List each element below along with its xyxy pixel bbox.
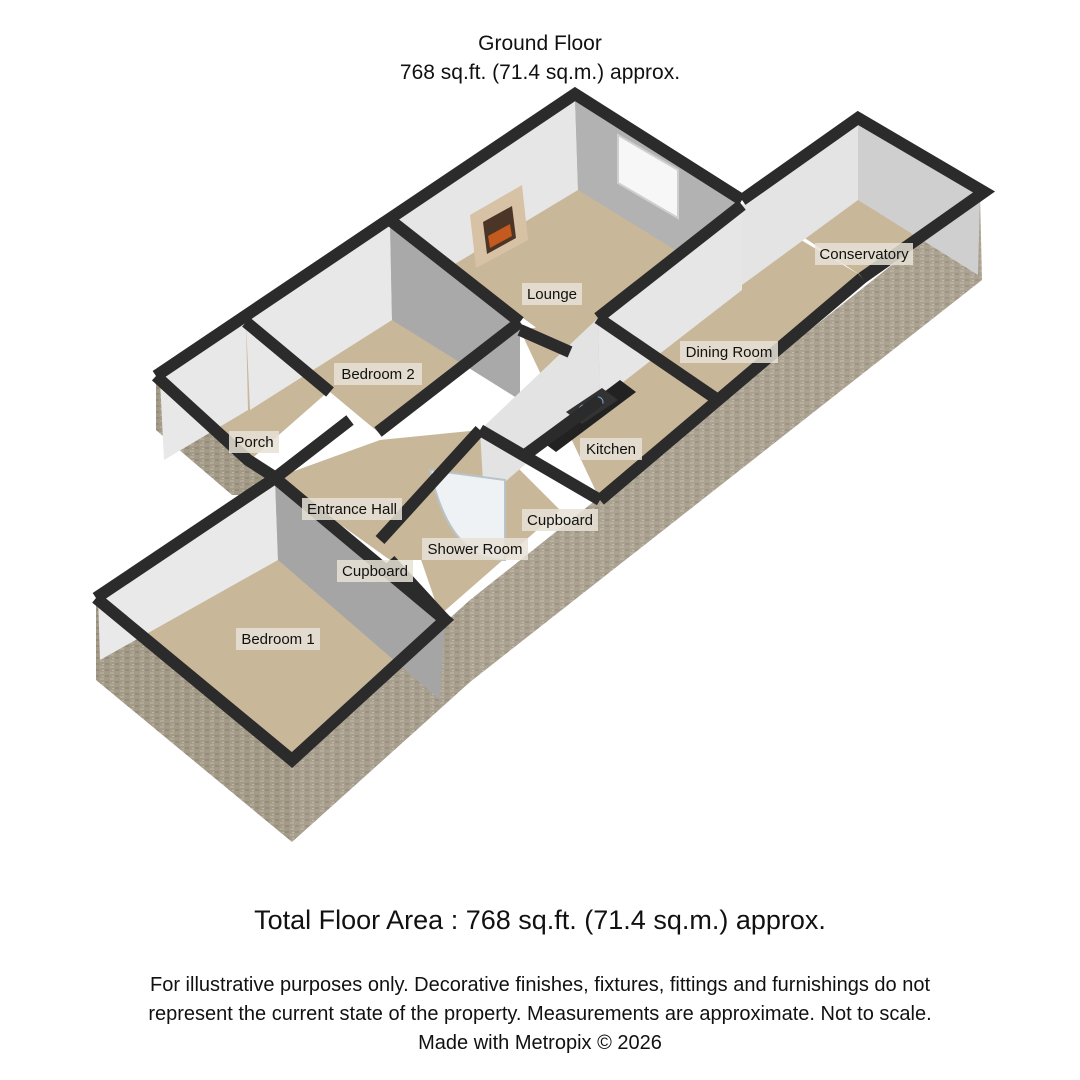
room-label-dining-room: Dining Room	[685, 344, 773, 361]
disclaimer-line: represent the current state of the property. Measurements are approximate. Not to scale.	[148, 1003, 932, 1025]
room-label-kitchen: Kitchen	[585, 441, 637, 458]
room-label-porch: Porch	[234, 434, 274, 451]
room-label-lounge: Lounge	[526, 286, 578, 303]
room-label-bedroom-2: Bedroom 2	[341, 366, 415, 383]
total-floor-area: Total Floor Area : 768 sq.ft. (71.4 sq.m.) approx.	[254, 905, 826, 935]
room-label-conservatory: Conservatory	[819, 246, 909, 263]
disclaimer-line: For illustrative purposes only. Decorative finishes, fixtures, fittings and furnishings do not	[150, 974, 930, 996]
room-label-cupboard: Cupboard	[527, 512, 593, 529]
floor-title: Ground Floor	[478, 32, 602, 55]
room-label-shower-room: Shower Room	[427, 541, 523, 558]
room-label-entrance-hall: Entrance Hall	[306, 501, 398, 518]
room-label-bedroom-1: Bedroom 1	[241, 631, 315, 648]
copyright-line: Made with Metropix © 2026	[418, 1032, 662, 1054]
floor-area: 768 sq.ft. (71.4 sq.m.) approx.	[399, 61, 681, 84]
room-label-cupboard: Cupboard	[342, 563, 408, 580]
